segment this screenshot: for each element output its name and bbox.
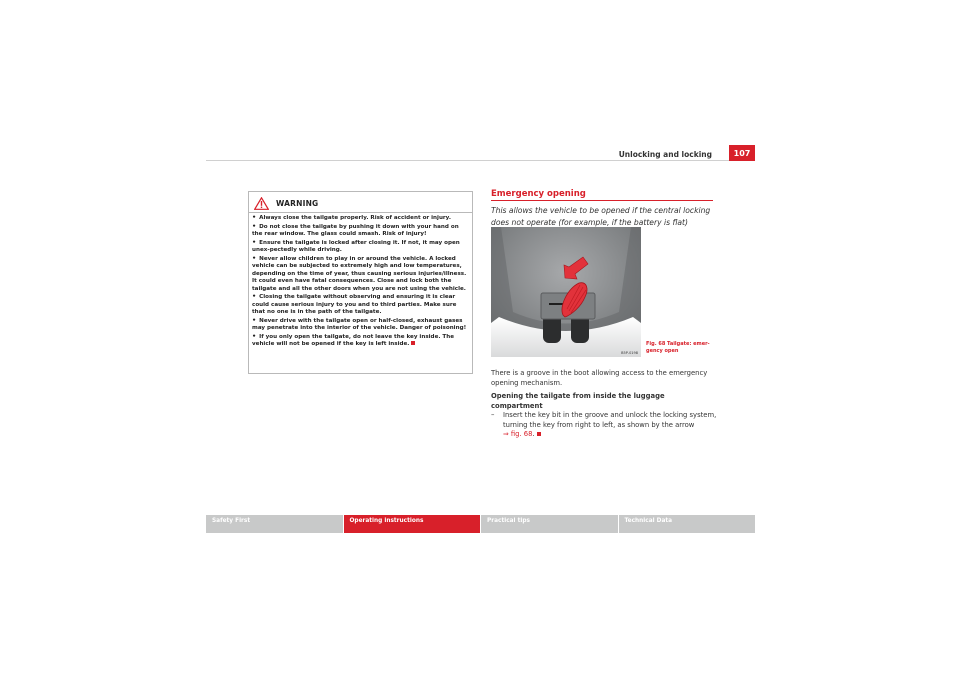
tab-practical-tips[interactable]: Practical tips <box>481 515 618 533</box>
page-number: 107 <box>729 145 755 161</box>
figure-caption: Fig. 68 Tailgate: emer-gency open <box>646 341 710 354</box>
section-rule <box>491 200 713 201</box>
section-end-mark <box>411 341 415 345</box>
warning-list <box>252 214 470 349</box>
warning-item: • Always close the tailgate properly. Risk of accident or injury. <box>252 213 451 221</box>
procedure-step: – Insert the key bit in the groove and unlock the locking system, turning the key from right to left, as shown by the arrow ⇒ fig. 68. <box>491 411 717 438</box>
running-header-title: Unlocking and locking <box>618 150 712 159</box>
tailgate-illustration <box>491 227 641 357</box>
warning-header <box>254 195 318 211</box>
figure-reference-link[interactable]: ⇒ fig. 68 <box>503 430 533 438</box>
procedure-heading: Opening the tailgate from inside the luggage compartment <box>491 392 665 410</box>
section-title: Emergency opening <box>491 189 586 199</box>
warning-triangle-icon <box>254 197 269 210</box>
warning-box <box>248 191 473 374</box>
warning-rule <box>249 212 472 213</box>
warning-item: • Do not close the tailgate by pushing it down with your hand on the rear window. The glass could smash. Risk of injury! <box>252 221 459 237</box>
section-end-mark <box>537 432 541 436</box>
section-subtitle: This allows the vehicle to be opened if the central locking does not operate (for example, if the battery is flat) <box>491 206 711 227</box>
header-rule <box>206 160 755 161</box>
step-dash: – <box>491 411 495 419</box>
warning-item: • Ensure the tailgate is locked after closing it. If not, it may open unex-pectedly while driving. <box>252 237 460 253</box>
warning-item: • Never allow children to play in or around the vehicle. A locked vehicle can be subjected to extremely high and low temperatures, depending on the time of year, thus causing serious injuries/illness. It could even have fatal consequences. Close and lock both the tailgate and all the other doors when you are not using the vehicle. <box>252 253 467 292</box>
figure-id: B5P-0198 <box>621 351 638 355</box>
tab-operating-instructions[interactable]: Operating instructions <box>344 515 481 533</box>
section-body <box>491 369 717 440</box>
warning-item: • If you only open the tailgate, do not leave the key inside. The vehicle will not be opened if the key is left inside. <box>252 331 455 347</box>
warning-item: • Closing the tailgate without observing and ensuring it is clear could cause serious injury to you and to third parties. Make sure that no one is in the path of the tailgate. <box>252 292 457 315</box>
warning-item: • Never drive with the tailgate open or half-closed, exhaust gases may penetrate into the interior of the vehicle. Danger of poisoning! <box>252 315 467 331</box>
warning-title: WARNING <box>276 198 319 208</box>
intro-paragraph: There is a groove in the boot allowing access to the emergency opening mechanism. <box>491 369 708 387</box>
footer-nav <box>206 515 755 533</box>
tab-safety-first[interactable]: Safety First <box>206 515 343 533</box>
figure-tailgate-emergency-open <box>491 227 641 357</box>
tab-technical-data[interactable]: Technical Data <box>619 515 756 533</box>
